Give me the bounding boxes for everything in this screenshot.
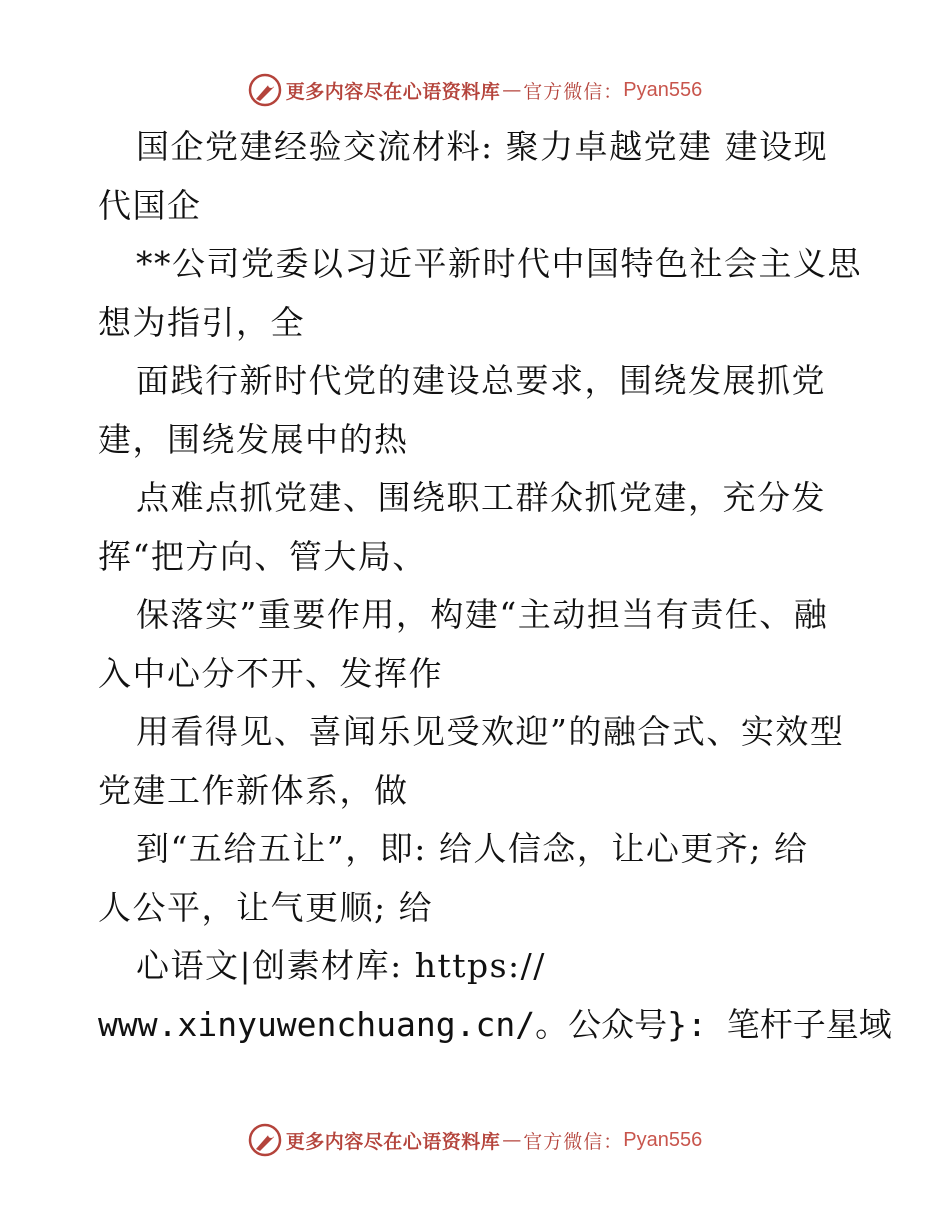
document-body bbox=[98, 118, 892, 1054]
body-line: 挥“把方向、管大局、 bbox=[98, 536, 427, 576]
body-line: 建，围绕发展中的热 bbox=[98, 419, 409, 459]
body-line: 国企党建经验交流材料: 聚力卓越党建 建设现 bbox=[136, 127, 829, 166]
body-line: 到“五给五让”，即: 给人信念，让心更齐; 给 bbox=[136, 829, 809, 868]
banner-separator: — bbox=[502, 79, 522, 101]
body-line: 心语文|创素材库: https:// bbox=[136, 946, 546, 985]
pen-logo-icon bbox=[248, 73, 282, 107]
pen-logo-icon bbox=[248, 1123, 282, 1157]
banner-wechat-label: 官方微信： bbox=[523, 1130, 624, 1153]
body-line: **公司党委以习近平新时代中国特色社会主义思 bbox=[136, 244, 862, 283]
banner-wechat-id: Pyan556 bbox=[623, 1128, 703, 1151]
body-line: 党建工作新体系，做 bbox=[98, 770, 409, 810]
banner-wechat-id: Pyan556 bbox=[623, 78, 703, 101]
body-line: 想为指引，全 bbox=[98, 302, 305, 342]
body-line: 用看得见、喜闻乐见受欢迎”的融合式、实效型 bbox=[136, 712, 845, 751]
footer-banner bbox=[0, 1120, 950, 1160]
body-line: 点难点抓党建、围绕职工群众抓党建，充分发 bbox=[136, 478, 826, 517]
banner-wechat-label: 官方微信： bbox=[523, 80, 624, 103]
banner-main-text: 更多内容尽在心语资料库 bbox=[285, 80, 501, 103]
header-banner bbox=[0, 70, 950, 110]
banner-main-text: 更多内容尽在心语资料库 bbox=[285, 1130, 501, 1153]
body-line: www.xinyuwenchuang.cn/。公众号}: 笔杆子星域 bbox=[98, 1004, 892, 1044]
banner-separator: — bbox=[502, 1129, 522, 1151]
body-line: 面践行新时代党的建设总要求，围绕发展抓党 bbox=[136, 361, 826, 400]
body-line: 保落实”重要作用，构建“主动担当有责任、融 bbox=[136, 595, 829, 634]
body-line: 入中心分不开、发挥作 bbox=[98, 653, 443, 693]
body-line: 代国企 bbox=[98, 185, 202, 225]
body-line: 人公平，让气更顺; 给 bbox=[98, 887, 434, 927]
